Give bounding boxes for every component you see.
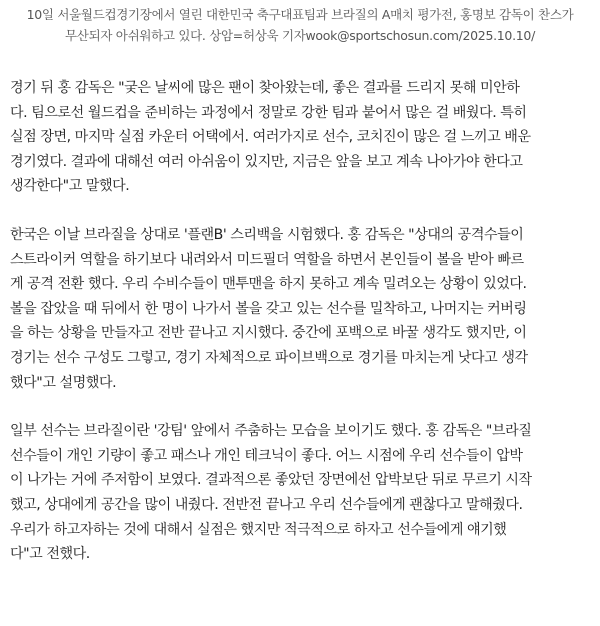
paragraph-line: 이 나가는 거에 주저함이 보였다. 결과적으론 좋았던 장면에선 압박보단 뒤로 무르기 시작 [10,472,532,489]
paragraph-line: 을 하는 상황을 만들자고 전반 끝나고 지시했다. 중간에 포백으로 바꿀 생각도 했지만, 이 [10,325,527,342]
photo-caption [0,0,600,46]
paragraph-line: 경기였다. 결과에 대해선 여러 아쉬움이 있지만, 지금은 앞을 보고 계속 나아가야 한다고 [10,153,523,170]
article-paragraph-3 [10,419,590,567]
paragraph-line: 다"고 전했다. [10,546,90,563]
paragraph-line: 실점 장면, 마지막 실점 카운터 어택에서. 여러가지로 선수, 코치진이 많은 걸 느끼고 배운 [10,129,531,146]
paragraph-line: 했다"고 설명했다. [10,374,117,391]
article-body [0,76,600,567]
paragraph-line: 게 공격 전환 했다. 우리 수비수들이 맨투맨을 하지 못하고 계속 밀려오는 상황이 있었다. [10,276,527,293]
caption-line: 무산되자 아쉬워하고 있다. 상암=허상욱 기자wook@sportschosun.com/2025.10.10/ [65,28,535,43]
paragraph-line: 경기는 선수 구성도 그렇고, 경기 자체적으로 파이브백으로 경기를 마치는게 낫다고 생각 [10,349,528,366]
paragraph-line: 생각한다"고 말했다. [10,178,130,195]
paragraph-line: 경기 뒤 홍 감독은 "궂은 날씨에 많은 팬이 찾아왔는데, 좋은 결과를 드리지 못해 미안하 [10,80,520,96]
paragraph-line: 스트라이커 역할을 하기보다 내려와서 미드필더 역할을 하면서 본인들이 볼을 받아 빠르 [10,251,524,268]
paragraph-line: 우리가 하고자하는 것에 대해서 실점은 했지만 적극적으로 하자고 선수들에게 얘기했 [10,521,507,538]
paragraph-line: 했고, 상대에게 공간을 많이 내줬다. 전반전 끝나고 우리 선수들에게 괜찮다고 말해줬다. [10,496,523,513]
paragraph-line: 한국은 이날 브라질을 상대로 '플랜B' 스리백을 시험했다. 홍 감독은 "상대의 공격수들이 [10,226,524,243]
paragraph-line: 선수들이 개인 기량이 좋고 패스나 개인 테크닉이 좋다. 어느 시점에 우리 선수들이 압박 [10,447,523,464]
paragraph-line: 일부 선수는 브라질이란 '강팀' 앞에서 주춤하는 모습을 보이기도 했다. 홍 감독은 "브라질 [10,423,532,440]
article-paragraph-1 [10,76,590,199]
article-paragraph-2 [10,223,590,395]
caption-line: 10일 서울월드컵경기장에서 열린 대한민국 축구대표팀과 브라질의 A매치 평가전, 홍명보 감독이 찬스가 [26,7,574,22]
paragraph-line: 다. 팀으로선 월드컵을 준비하는 과정에서 정말로 강한 팀과 붙어서 많은 걸 배웠다. 특히 [10,104,527,121]
paragraph-line: 볼을 잡았을 때 뒤에서 한 명이 나가서 볼을 갖고 있는 선수를 밀착하고, 나머지는 커버링 [10,300,527,317]
